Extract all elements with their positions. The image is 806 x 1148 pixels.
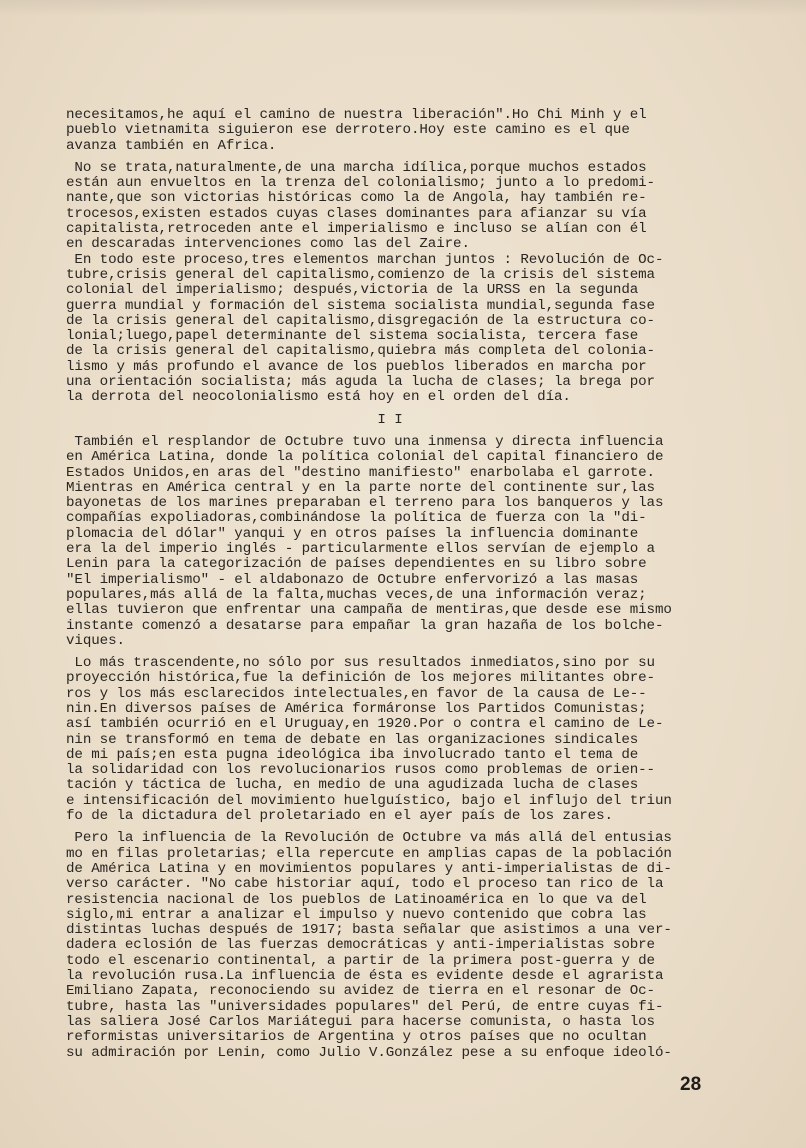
text-line: verso carácter. "No cabe historiar aquí, todo el proceso tan rico de la — [66, 876, 664, 893]
text-line: colonial del imperialismo; después,victoria de la URSS en la segunda — [66, 282, 639, 299]
paragraph — [66, 161, 714, 406]
text-line: No se trata,naturalmente,de una marcha idílica,porque muchos estados — [66, 159, 647, 176]
text-line: capitalista,retroceden ante el imperialismo e incluso se alían con él — [66, 221, 647, 238]
text-line: dadera eclosión de las fuerzas democráticas y anti-imperialistas sobre — [66, 937, 655, 954]
text-line: la derrota del neocolonialismo está hoy en el orden del día. — [66, 389, 571, 406]
text-line: las saliera José Carlos Mariátegui para hacerse comunista, o hasta los — [66, 1013, 655, 1030]
text-line: Estados Unidos,en aras del "destino manifiesto" enarbolaba el garrote. — [66, 464, 655, 481]
text-line: pueblo vietnamita siguieron ese derrotero.Hoy este camino es el que — [66, 122, 630, 139]
text-line: nin.En diversos países de América formáronse los Partidos Comunistas; — [66, 700, 647, 717]
text-line: Lenin para la categorización de países dependientes en su libro sobre — [66, 556, 647, 573]
text-line: en descaradas intervenciones como las del Zaire. — [66, 236, 470, 253]
text-line: En todo este proceso,tres elementos marchan juntos : Revolución de Oc- — [66, 251, 664, 268]
text-line: tubre, hasta las "universidades populares" del Perú, de entre cuyas fi- — [66, 998, 664, 1015]
text-line: proyección histórica,fue la definición de los mejores militantes obre- — [66, 670, 655, 687]
text-line: una orientación socialista; más aguda la lucha de clases; la brega por — [66, 374, 655, 391]
text-line: en América Latina, donde la política colonial del capital financiero de — [66, 449, 664, 466]
text-line: la revolución rusa.La influencia de ésta es evidente desde el agrarista — [66, 968, 664, 985]
text-line: Mientras en América central y en la parte norte del continente sur,las — [66, 479, 655, 496]
text-line: Pero la influencia de la Revolución de Octubre va más allá del entusias — [66, 830, 672, 847]
text-line: compañías expoliadoras,combinándose la política de fuerza con la "di- — [66, 510, 647, 527]
paragraph — [66, 656, 714, 824]
text-line: de la crisis general del capitalismo,disgregación de la estructura co- — [66, 312, 655, 329]
text-line: están aun envueltos en la trenza del colonialismo; junto a lo predomi- — [66, 175, 655, 192]
text-line: de la crisis general del capitalismo,quiebra más completa del colonia- — [66, 343, 655, 360]
text-line: su admiración por Lenin, como Julio V.González pese a su enfoque ideoló- — [66, 1044, 672, 1061]
text-line: Emiliano Zapata, reconociendo su avidez de tierra en el resonar de Oc- — [66, 983, 655, 1000]
text-line: lonial;luego,papel determinante del sistema socialista, tercera fase — [66, 328, 639, 345]
text-line: mo en filas proletarias; ella repercute en amplias capas de la población — [66, 845, 672, 862]
text-line: reformistas universitarios de Argentina y otros países que no ocultan — [66, 1029, 647, 1046]
text-line: trocesos,existen estados cuyas clases dominantes para afianzar su vía — [66, 205, 647, 222]
text-line: viques. — [66, 632, 125, 649]
section-heading: I I — [377, 411, 403, 428]
document-body — [66, 108, 714, 1061]
paragraph — [66, 435, 714, 649]
text-line: todo el escenario continental, a partir de la primera post-guerra y de — [66, 952, 655, 969]
text-line: "El imperialismo" - el aldabonazo de Octubre enfervorizó a las masas — [66, 571, 639, 588]
page-number: 28 — [680, 1074, 702, 1095]
text-line: Lo más trascendente,no sólo por sus resultados inmediatos,sino por su — [66, 655, 655, 672]
paragraph — [66, 831, 714, 1060]
text-line: plomacia del dólar" yanqui y en otros países la influencia dominante — [66, 525, 639, 542]
text-line: bayonetas de los marines preparaban el terreno para los banqueros y las — [66, 495, 664, 512]
text-line: nante,que son victorias históricas como la de Angola, hay también re- — [66, 190, 647, 207]
text-line: populares,más allá de la falta,muchas veces,de una información veraz; — [66, 586, 647, 603]
text-line: avanza también en Africa. — [66, 137, 277, 154]
text-line: distintas luchas después de 1917; basta señalar que asistimos a una ver- — [66, 922, 672, 939]
text-line: fo de la dictadura del proletariado en el ayer país de los zares. — [66, 808, 613, 825]
text-line: resistencia nacional de los pueblos de Latinoamérica en lo que va del — [66, 891, 647, 908]
text-line: tubre,crisis general del capitalismo,comienzo de la crisis del sistema — [66, 266, 655, 283]
text-line: siglo,mi entrar a analizar el impulso y nuevo contenido que cobra las — [66, 906, 647, 923]
text-line: la solidaridad con los revolucionarios rusos como problemas de orien-- — [66, 762, 655, 779]
text-line: de América Latina y en movimientos populares y anti-imperialistas de di- — [66, 860, 672, 877]
text-line: ros y los más esclarecidos intelectuales,en favor de la causa de Le-- — [66, 685, 647, 702]
paragraph — [66, 108, 714, 154]
top-edge-shadow — [0, 0, 806, 16]
text-line: guerra mundial y formación del sistema socialista mundial,segunda fase — [66, 297, 655, 314]
text-line: era la del imperio inglés - particularmente ellos servían de ejemplo a — [66, 541, 655, 558]
text-line: así también ocurrió en el Uruguay,en 1920.Por o contra el camino de Le- — [66, 716, 664, 733]
text-line: nin se transformó en tema de debate en las organizaciones sindicales — [66, 731, 639, 748]
text-line: También el resplandor de Octubre tuvo una inmensa y directa influencia — [66, 433, 664, 450]
text-line: tación y táctica de lucha, en medio de una agudizada lucha de clases — [66, 777, 639, 794]
text-line: necesitamos,he aquí el camino de nuestra liberación".Ho Chi Minh y el — [66, 107, 647, 123]
text-line: e intensificación del movimiento huelguístico, bajo el influjo del triun — [66, 792, 672, 809]
text-line: ellas tuvieron que enfrentar una campaña de mentiras,que desde ese mismo — [66, 602, 672, 619]
text-line: lismo y más profundo el avance de los pueblos liberados en marcha por — [66, 358, 647, 375]
text-line: instante comenzó a desatarse para empañar la gran hazaña de los bolche- — [66, 617, 664, 634]
text-line: de mi país;en esta pugna ideológica iba involucrado tanto el tema de — [66, 746, 639, 763]
